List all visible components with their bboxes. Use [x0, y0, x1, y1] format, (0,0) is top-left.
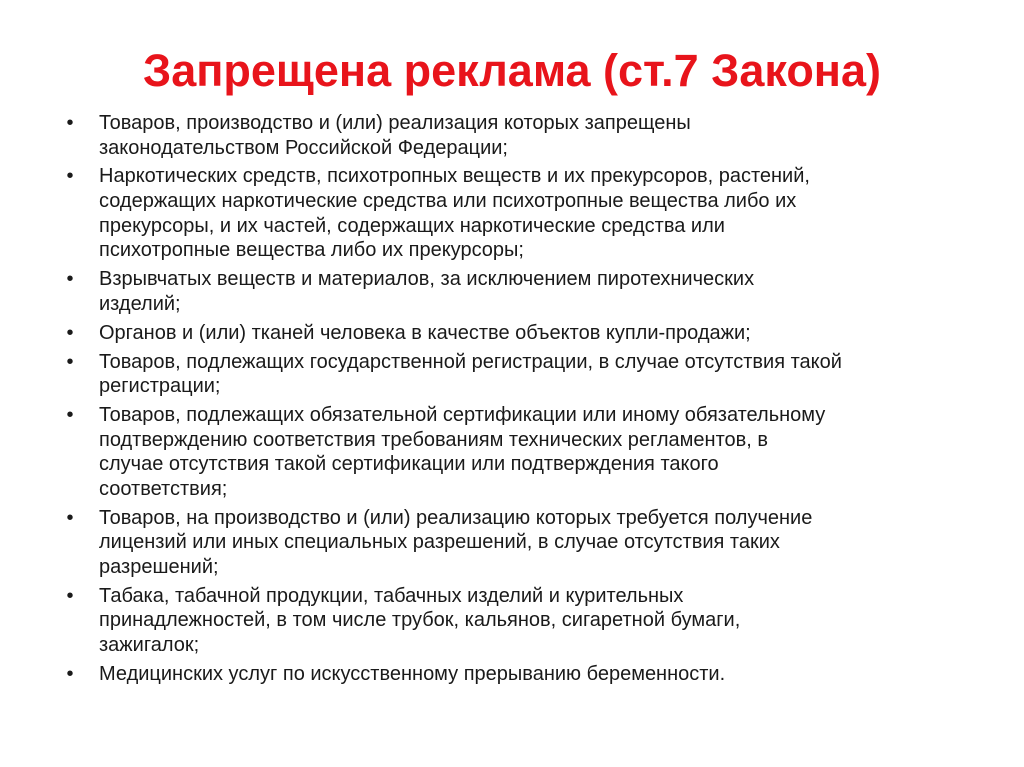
- bullet-text: [99, 350, 974, 399]
- list-item: [64, 164, 974, 262]
- list-item: [64, 267, 974, 316]
- text-line: Медицинских услуг по искусственному прерыванию беременности.: [99, 662, 726, 685]
- list-item: [64, 584, 974, 658]
- text-line: Табака, табачной продукции, табачных изделий и курительных: [99, 584, 684, 607]
- text-line: Товаров, подлежащих обязательной сертификации или иному обязательному: [99, 404, 826, 427]
- list-item: [64, 350, 974, 399]
- list-item: [64, 321, 974, 346]
- text-line: Товаров, на производство и (или) реализацию которых требуется получение: [99, 506, 813, 529]
- text-line: Взрывчатых веществ и материалов, за исключением пиротехнических: [99, 268, 755, 291]
- bullet-icon: •: [66, 321, 74, 344]
- text-line: законодательством Российской Федерации;: [99, 136, 508, 159]
- text-line: регистрации;: [99, 375, 221, 398]
- list-item: [64, 506, 974, 580]
- text-line: Органов и (или) тканей человека в качестве объектов купли-продажи;: [99, 321, 751, 344]
- bullet-list: [64, 111, 974, 691]
- bullet-icon: •: [66, 584, 74, 607]
- bullet-icon: •: [66, 506, 74, 529]
- text-line: Наркотических средств, психотропных веществ и их прекурсоров, растений,: [99, 165, 810, 188]
- text-line: прекурсоры, и их частей, содержащих наркотические средства или: [99, 214, 725, 237]
- text-line: соответствия;: [99, 477, 228, 500]
- text-line: лицензий или иных специальных разрешений, в случае отсутствия таких: [99, 531, 780, 554]
- bullet-text: [99, 111, 974, 160]
- slide-title: Запрещена реклама (ст.7 Закона): [143, 45, 881, 96]
- bullet-text: [99, 164, 974, 262]
- text-line: случае отсутствия такой сертификации или подтверждения такого: [99, 453, 719, 476]
- bullet-icon: •: [66, 662, 74, 685]
- text-line: психотропные вещества либо их прекурсоры;: [99, 239, 524, 262]
- text-line: Товаров, производство и (или) реализация которых запрещены: [99, 112, 691, 134]
- list-item: [64, 403, 974, 501]
- text-line: изделий;: [99, 292, 181, 315]
- bullet-icon: •: [66, 165, 74, 188]
- bullet-icon: •: [66, 112, 74, 134]
- bullet-text: [99, 506, 974, 580]
- text-line: разрешений;: [99, 555, 219, 578]
- bullet-icon: •: [66, 404, 74, 427]
- bullet-text: [99, 584, 974, 658]
- text-line: подтверждению соответствия требованиям технических регламентов, в: [99, 428, 768, 451]
- text-line: зажигалок;: [99, 633, 200, 656]
- bullet-icon: •: [66, 268, 74, 291]
- text-line: Товаров, подлежащих государственной регистрации, в случае отсутствия такой: [99, 350, 842, 373]
- bullet-icon: •: [66, 350, 74, 373]
- bullet-text: [99, 321, 974, 346]
- bullet-text: [99, 403, 974, 501]
- bullet-text: [99, 267, 974, 316]
- list-item: [64, 662, 974, 687]
- text-line: содержащих наркотические средства или психотропные вещества либо их: [99, 190, 797, 213]
- text-line: принадлежностей, в том числе трубок, кальянов, сигаретной бумаги,: [99, 609, 741, 632]
- bullet-text: [99, 662, 974, 687]
- list-item: [64, 111, 974, 160]
